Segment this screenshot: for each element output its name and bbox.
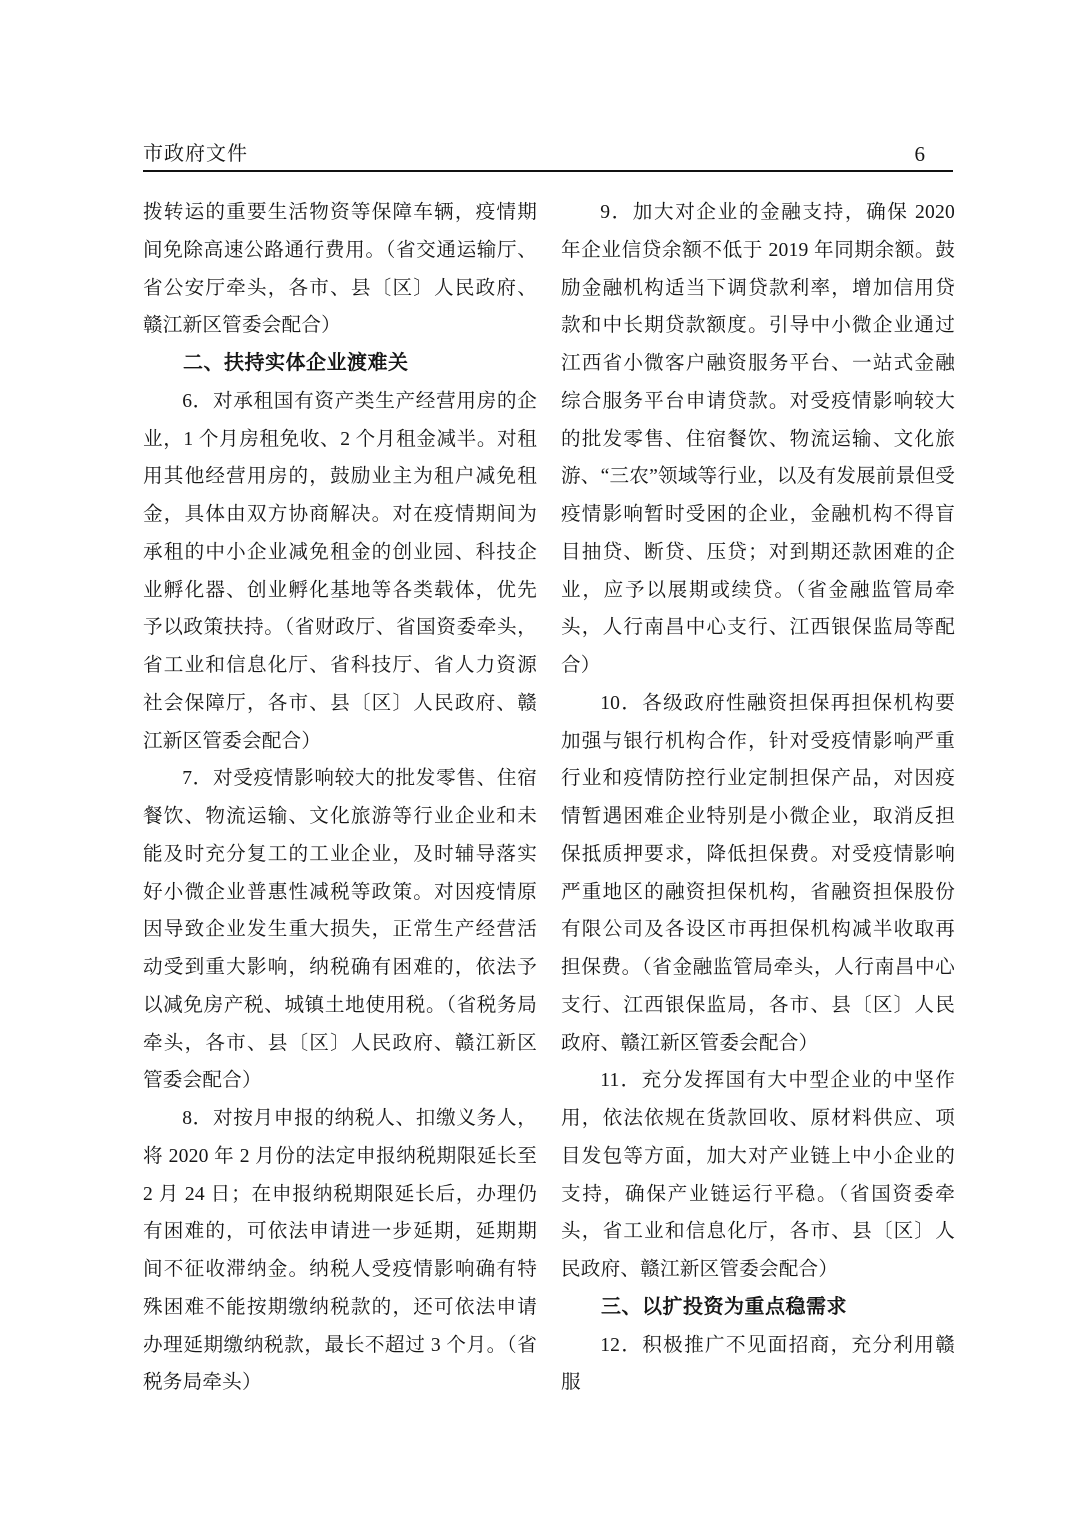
paragraph-item-7: 7．对受疫情影响较大的批发零售、住宿餐饮、物流运输、文化旅游等行业企业和未能及时充分复工的工业企业，及时辅导落实好小微企业普惠性减税等政策。对因疫情原因导致企业发生重大损失，正常生产经营活动受到重大影响，纳税确有困难的，依法予以减免房产税、城镇土地使用税。（省税务局牵头，各市、县〔区〕人民政府、赣江新区管委会配合）: [143, 768, 537, 1092]
right-column: [561, 194, 955, 1402]
paragraph-item-9: 9．加大对企业的金融支持，确保 2020 年企业信贷余额不低于 2019 年同期余额。鼓励金融机构适当下调贷款利率，增加信用贷款和中长期贷款额度。引导中小微企业通过江西省小微客户融资服务平台、一站式金融综合服务平台申请贷款。对受疫情影响较大的批发零售、住宿餐饮、物流运输、文化旅游、“三农”领域等行业，以及有发展前景但受疫情影响暂时受困的企业，金融机构不得盲目抽贷、断贷、压贷；对到期还款困难的企业，应予以展期或续贷。（省金融监管局牵头，人行南昌中心支行、江西银保监局等配合）: [561, 202, 955, 676]
paragraph-item-6: 6．对承租国有资产类生产经营用房的企业，1 个月房租免收、2 个月租金减半。对租用其他经营用房的，鼓励业主为租户减免租金，具体由双方协商解决。对在疫情期间为承租的中小企业减免租金的创业园、科技企业孵化器、创业孵化基地等各类载体，优先予以政策扶持。（省财政厅、省国资委牵头，省工业和信息化厅、省科技厅、省人力资源社会保障厅，各市、县〔区〕人民政府、赣江新区管委会配合）: [143, 390, 537, 752]
document-body: [143, 194, 953, 1402]
paragraph-item-8: 8．对按月申报的纳税人、扣缴义务人，将 2020 年 2 月份的法定申报纳税期限延长至 2 月 24 日；在申报纳税期限延长后，办理仍有困难的，可依法申请进一步延期，延期期间不征收滞纳金。纳税人受疫情影响确有特殊困难不能按期缴纳税款的，还可依法申请办理延期缴纳税款，最长不超过 3 个月。（省税务局牵头）: [143, 1108, 537, 1394]
page-header: [143, 143, 953, 172]
page-number: 6: [914, 142, 925, 166]
paragraph-continued: 拨转运的重要生活物资等保障车辆，疫情期间免除高速公路通行费用。（省交通运输厅、省公安厅牵头，各市、县〔区〕人民政府、赣江新区管委会配合）: [143, 202, 537, 337]
section-heading-2: 二、扶持实体企业渡难关: [183, 352, 409, 374]
left-column: [143, 194, 537, 1402]
section-heading-3: 三、以扩投资为重点稳需求: [601, 1295, 847, 1318]
paragraph-item-11: 11．充分发挥国有大中型企业的中坚作用，依法依规在货款回收、原材料供应、项目发包等方面，加大对产业链上中小企业的支持，确保产业链运行平稳。（省国资委牵头，省工业和信息化厅，各市、县〔区〕人民政府、赣江新区管委会配合）: [561, 1070, 955, 1280]
paragraph-item-12: 12．积极推广不见面招商，充分利用赣服: [561, 1334, 955, 1394]
header-title: 市政府文件: [143, 143, 248, 165]
paragraph-item-10: 10．各级政府性融资担保再担保机构要加强与银行机构合作，针对受疫情影响严重行业和疫情防控行业定制担保产品，对因疫情暂遇困难企业特别是小微企业，取消反担保抵质押要求，降低担保费。对受疫情影响严重地区的融资担保机构，省融资担保股份有限公司及各设区市再担保机构减半收取再担保费。（省金融监管局牵头，人行南昌中心支行、江西银保监局，各市、县〔区〕人民政府、赣江新区管委会配合）: [561, 692, 955, 1054]
